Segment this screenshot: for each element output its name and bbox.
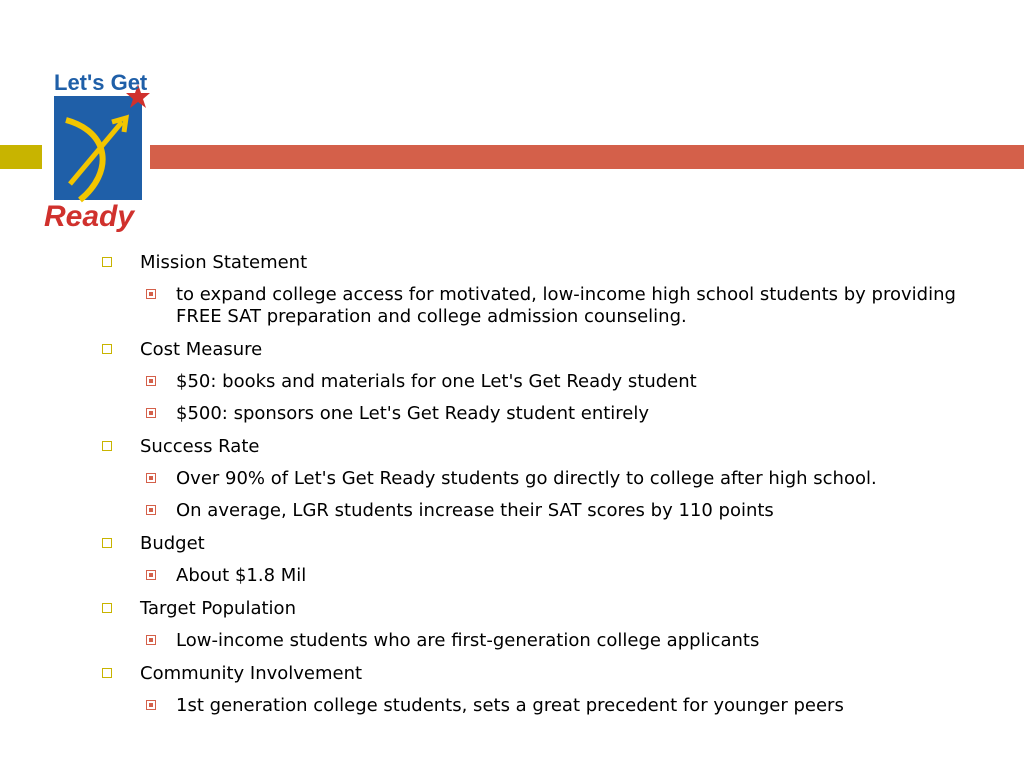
section-heading [102,598,1002,620]
section-heading-text: Community Involvement [140,663,363,684]
section-item [102,403,1002,425]
bullet-list [102,252,1002,717]
logo-text-bottom: Ready [44,200,135,233]
section-heading [102,252,1002,274]
section-item [102,695,1002,717]
left-accent-bar [0,145,42,169]
section-heading-text: Target Population [140,598,296,619]
section-heading-text: Budget [140,533,205,554]
section-heading [102,663,1002,685]
filled-square-bullet-icon [146,289,156,299]
logo-text-top: Let's Get [54,70,148,95]
section-item [102,630,1002,652]
section-item-text: 1st generation college students, sets a great precedent for younger peers [176,695,844,716]
filled-square-bullet-icon [146,700,156,710]
section-heading [102,436,1002,458]
section-item-text: About $1.8 Mil [176,565,307,586]
section-heading-text: Mission Statement [140,252,308,273]
filled-square-bullet-icon [146,570,156,580]
header-accent-bar [150,145,1024,169]
hollow-square-bullet-icon [102,441,112,451]
section-item-text: On average, LGR students increase their SAT scores by 110 points [176,500,774,521]
filled-square-bullet-icon [146,635,156,645]
hollow-square-bullet-icon [102,538,112,548]
section-item [102,500,1002,522]
hollow-square-bullet-icon [102,668,112,678]
filled-square-bullet-icon [146,376,156,386]
hollow-square-bullet-icon [102,344,112,354]
section-item [102,284,1002,328]
section-item-text: $500: sponsors one Let's Get Ready student entirely [176,403,650,424]
section-heading-text: Success Rate [140,436,260,457]
lets-get-ready-logo [40,62,152,240]
section-item-text: to expand college access for motivated, low-income high school students by providing FREE SAT preparation and college admission counseling. [176,284,956,327]
section-heading [102,533,1002,555]
filled-square-bullet-icon [146,473,156,483]
section-item [102,371,1002,393]
hollow-square-bullet-icon [102,257,112,267]
section-heading-text: Cost Measure [140,339,263,360]
section-item [102,565,1002,587]
section-item [102,468,1002,490]
hollow-square-bullet-icon [102,603,112,613]
filled-square-bullet-icon [146,408,156,418]
section-heading [102,339,1002,361]
filled-square-bullet-icon [146,505,156,515]
section-item-text: Low-income students who are first-generation college applicants [176,630,760,651]
section-item-text: Over 90% of Let's Get Ready students go directly to college after high school. [176,468,877,489]
section-item-text: $50: books and materials for one Let's Get Ready student [176,371,697,392]
